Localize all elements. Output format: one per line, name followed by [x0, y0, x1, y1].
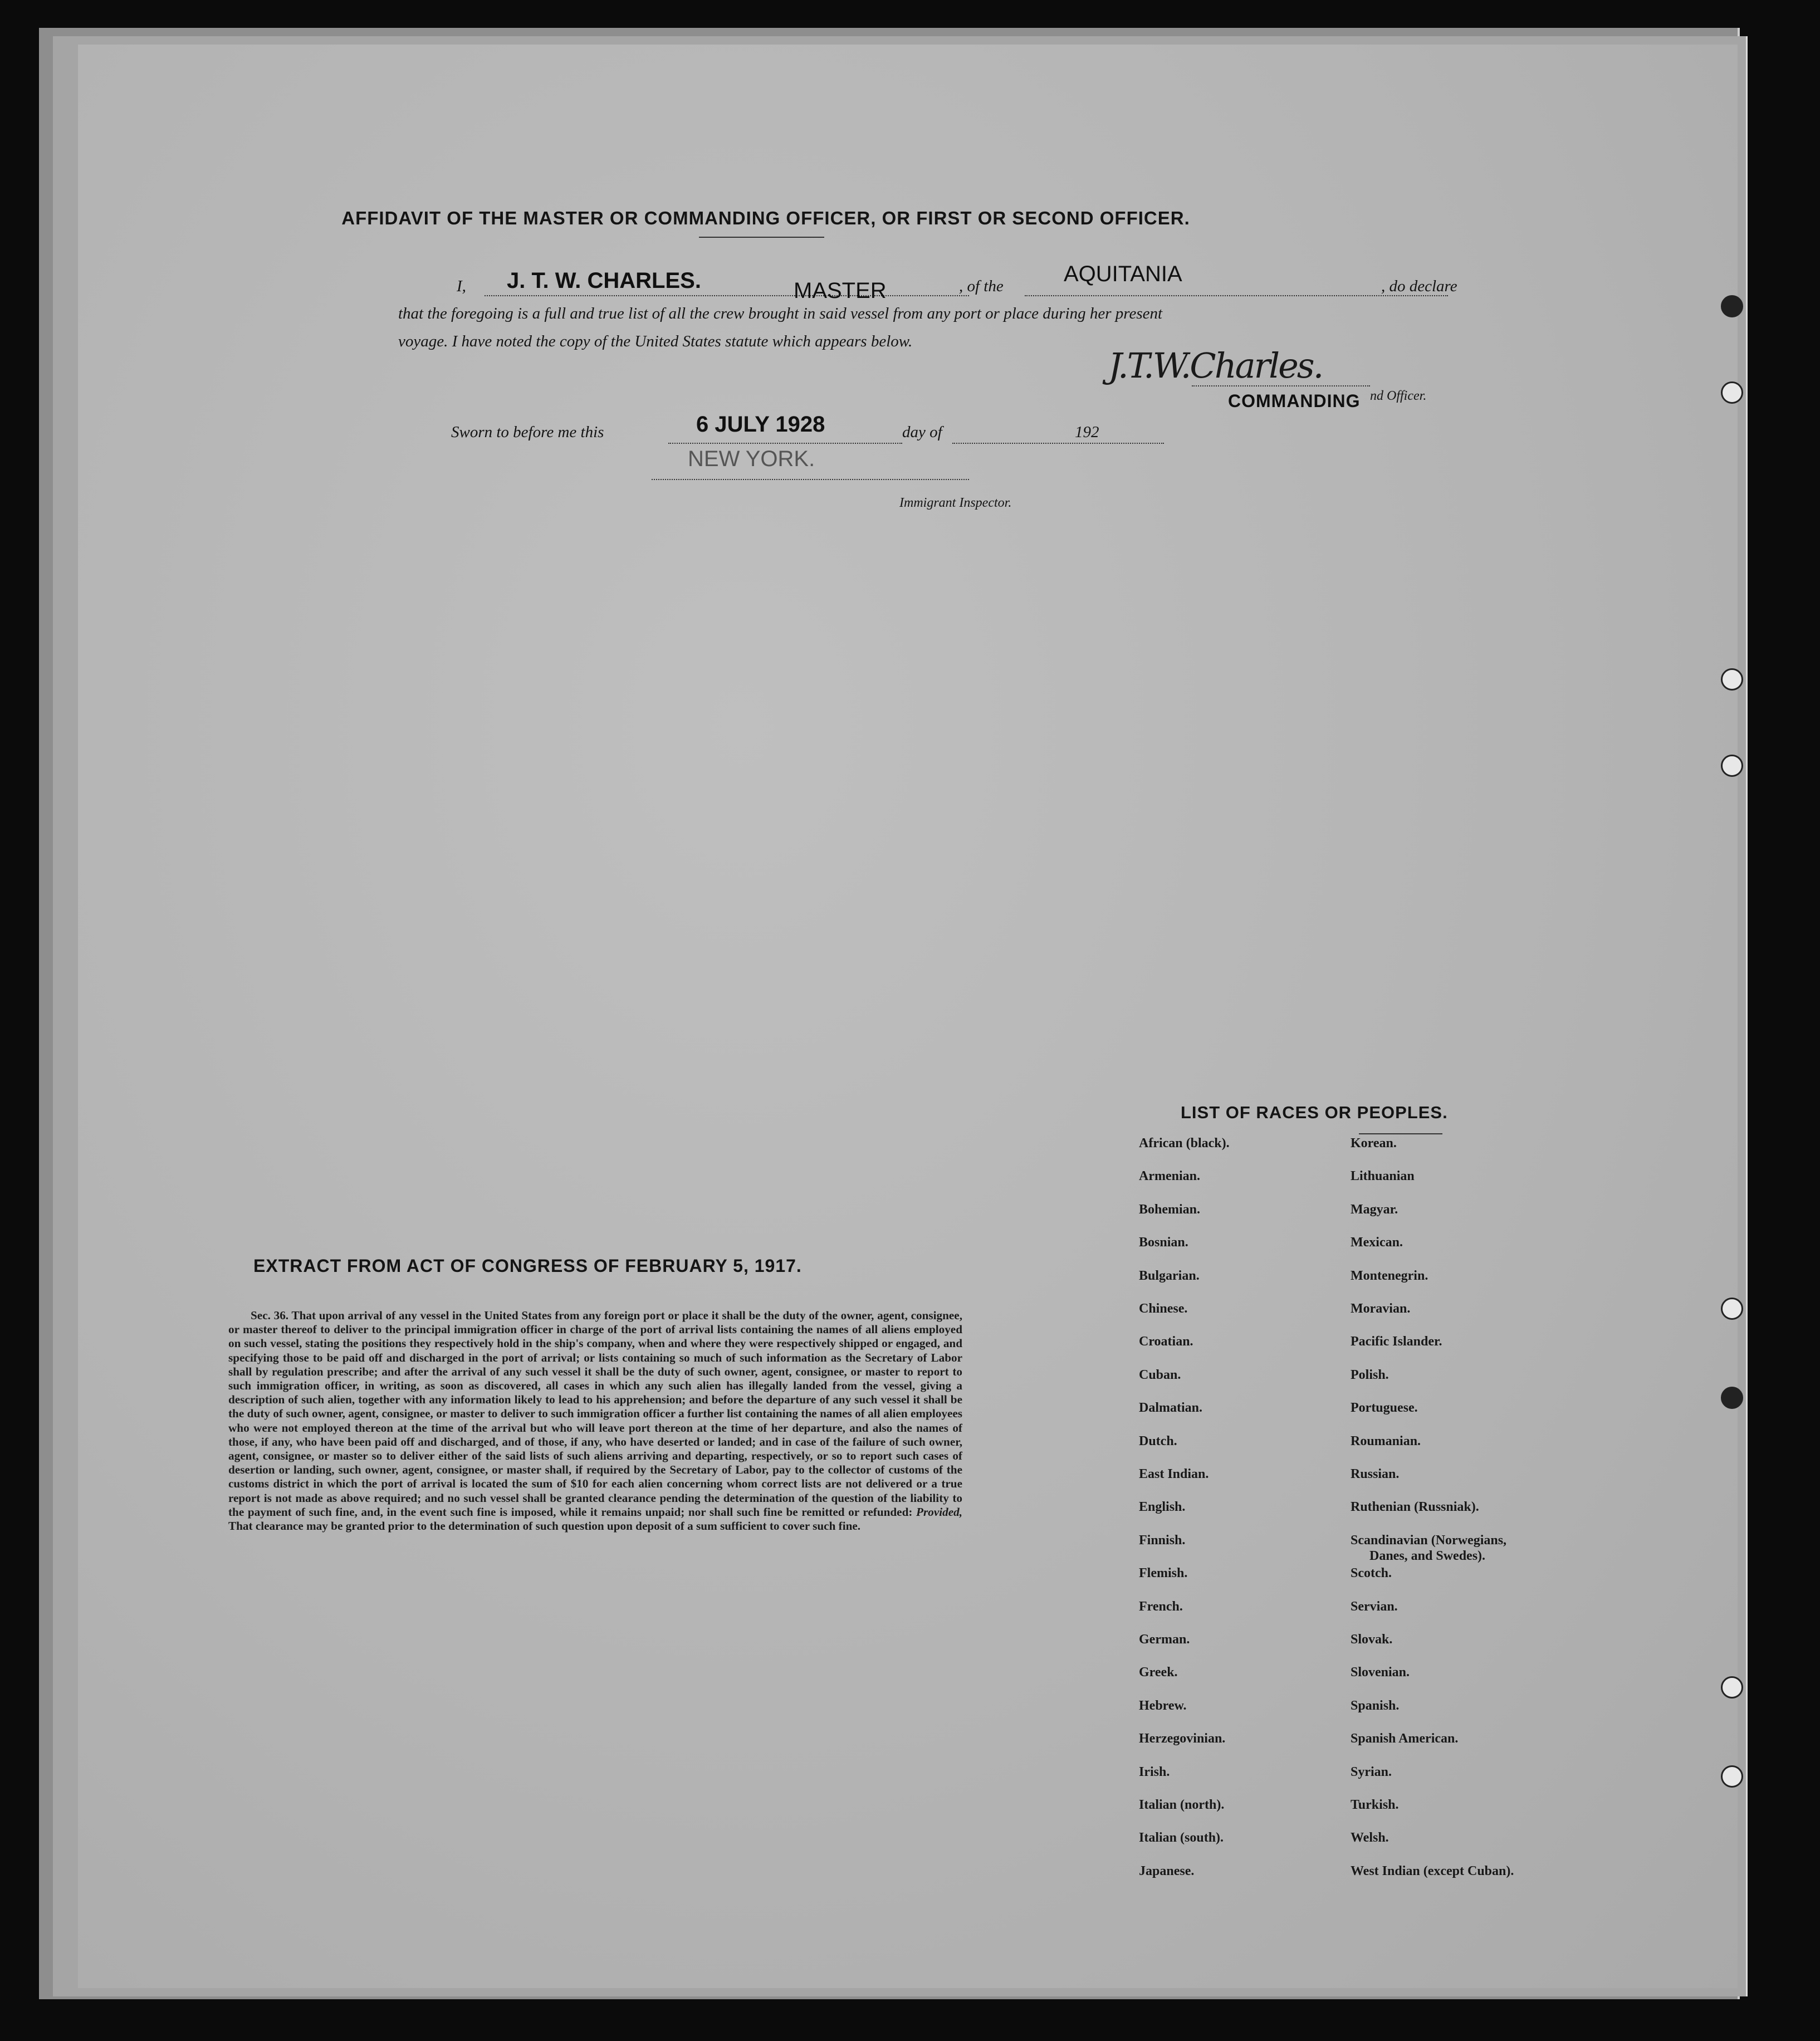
- race-item-right: Portuguese.: [1351, 1401, 1418, 1416]
- race-item-left: Flemish.: [1139, 1566, 1188, 1581]
- races-heading-underline: [1359, 1133, 1442, 1134]
- race-item-right: Moravian.: [1351, 1301, 1411, 1316]
- race-item-left: Bosnian.: [1139, 1235, 1188, 1250]
- race-item-left: Italian (south).: [1139, 1830, 1224, 1846]
- do-declare-text: , do declare: [1381, 277, 1457, 295]
- binder-hole: [1721, 1298, 1743, 1320]
- race-item-right: Ruthenian (Russniak).: [1351, 1500, 1479, 1515]
- affidavit-line-3: voyage. I have noted the copy of the United States statute which appears below.: [398, 332, 913, 350]
- race-item-left: Cuban.: [1139, 1367, 1181, 1382]
- provided-label: Provided,: [916, 1505, 962, 1519]
- extract-heading: EXTRACT FROM ACT OF CONGRESS OF FEBRUARY 5, 1917.: [253, 1256, 802, 1276]
- name-line: [485, 295, 969, 296]
- race-item-right: Welsh.: [1351, 1830, 1389, 1846]
- year-prefix: 192: [1075, 423, 1099, 441]
- race-item-left: Hebrew.: [1139, 1698, 1187, 1713]
- affidavit-i: I,: [457, 277, 466, 295]
- day-of-text: day of: [902, 423, 942, 441]
- race-item-right: West Indian (except Cuban).: [1351, 1863, 1514, 1878]
- race-item-left: English.: [1139, 1500, 1186, 1515]
- race-item-left: French.: [1139, 1599, 1183, 1614]
- race-item-right: Turkish.: [1351, 1798, 1399, 1812]
- race-item-right: Scandinavian (Norwegians,: [1351, 1533, 1507, 1548]
- extract-text: [228, 1309, 962, 1533]
- officer-suffix: nd Officer.: [1370, 389, 1427, 403]
- race-item-left: Bulgarian.: [1139, 1268, 1200, 1283]
- race-item-right: Spanish American.: [1351, 1731, 1459, 1746]
- race-item-right: Mexican.: [1351, 1235, 1403, 1250]
- date-line: [668, 443, 902, 444]
- of-the-text: , of the: [959, 277, 1004, 295]
- race-item-continuation: Danes, and Swedes).: [1369, 1548, 1486, 1563]
- race-item-right: Slovenian.: [1351, 1665, 1410, 1680]
- race-item-right: Spanish.: [1351, 1698, 1400, 1713]
- race-item-left: African (black).: [1139, 1136, 1230, 1151]
- master-signature: J.T.W.Charles.: [1108, 345, 1323, 386]
- binder-hole: [1721, 755, 1743, 777]
- race-item-left: Chinese.: [1139, 1301, 1188, 1316]
- race-item-right: Slovak.: [1351, 1632, 1393, 1647]
- section-label: Sec. 36.: [251, 1309, 289, 1322]
- races-heading: LIST OF RACES OR PEOPLES.: [1181, 1103, 1448, 1122]
- month-line: [952, 443, 1164, 444]
- binder-hole: [1721, 1765, 1743, 1788]
- heading-underline: [699, 237, 824, 238]
- race-item-left: Bohemian.: [1139, 1202, 1201, 1217]
- binder-hole: [1721, 381, 1743, 404]
- race-item-right: Russian.: [1351, 1467, 1400, 1481]
- signature-line: [1192, 385, 1370, 386]
- race-item-right: Scotch.: [1351, 1566, 1392, 1581]
- race-item-left: Greek.: [1139, 1665, 1178, 1680]
- binder-hole: [1721, 1676, 1743, 1699]
- rank-stamp: MASTER: [794, 278, 887, 303]
- race-item-right: Polish.: [1351, 1367, 1389, 1382]
- race-item-right: Magyar.: [1351, 1202, 1398, 1217]
- race-item-right: Lithuanian: [1351, 1169, 1415, 1184]
- sworn-prefix: Sworn to before me this: [451, 423, 604, 441]
- affidavit-line-2: that the foregoing is a full and true list of all the crew brought in said vessel from any port or place during her present: [398, 305, 1163, 322]
- race-item-left: Italian (north).: [1139, 1798, 1225, 1812]
- sworn-date-stamp: 6 JULY 1928: [696, 412, 825, 437]
- vessel-name: AQUITANIA: [1064, 262, 1182, 286]
- race-item-right: Montenegrin.: [1351, 1268, 1428, 1283]
- inspector-label: Immigrant Inspector.: [899, 496, 1012, 510]
- race-item-left: Croatian.: [1139, 1334, 1193, 1349]
- race-item-left: Armenian.: [1139, 1169, 1200, 1184]
- master-name: J. T. W. CHARLES.: [507, 268, 701, 293]
- place-stamp: NEW YORK.: [688, 447, 815, 471]
- binder-hole: [1721, 295, 1743, 317]
- race-item-left: Irish.: [1139, 1764, 1170, 1779]
- race-item-left: Dalmatian.: [1139, 1401, 1202, 1416]
- race-item-left: East Indian.: [1139, 1467, 1209, 1481]
- race-item-right: Korean.: [1351, 1136, 1397, 1151]
- document-page: [78, 45, 1738, 1988]
- race-item-left: Herzegovinian.: [1139, 1731, 1226, 1746]
- race-item-right: Servian.: [1351, 1599, 1398, 1614]
- race-item-right: Pacific Islander.: [1351, 1334, 1442, 1349]
- provided-text: That clearance may be granted prior to the determination of such question upon deposit of a sum sufficient to cover such fine.: [228, 1519, 861, 1533]
- race-item-left: Dutch.: [1139, 1433, 1177, 1448]
- race-item-left: Finnish.: [1139, 1533, 1186, 1548]
- binder-hole: [1721, 668, 1743, 691]
- affidavit-heading: AFFIDAVIT OF THE MASTER OR COMMANDING OFFICER, OR FIRST OR SECOND OFFICER.: [341, 208, 1190, 228]
- commanding-stamp: COMMANDING: [1228, 391, 1361, 411]
- race-item-left: German.: [1139, 1632, 1190, 1647]
- race-item-left: Japanese.: [1139, 1863, 1195, 1878]
- extract-body-text: That upon arrival of any vessel in the United States from any foreign port or place it shall be the duty of the owner, agent, consignee, or master thereof to deliver to the principal immigration officer in charge of the port of arrival lists containing the names of all aliens employed on such vessel, stating the positions they respectively hold in the ship's company, when and where they were respectively shipped or engaged, and specifying those to be paid off and discharged in the port of arrival; or lists containing so much of such information as the Secretary of Labor shall by regulation prescribe; and after the arrival of any such vessel it shall be the duty of such owner, agent, consignee, or master to report to such immigration officer, in writing, as soon as discovered, all cases in which any such alien has illegally landed from the vessel, giving a description of such alien, together with any information likely to lead to his apprehension; and before the departure of any such vessel it shall be the duty of such owner, agent, consignee, or master to deliver to such immigration officer a further list containing the names of all alien employees who were not employed thereon at the time of the arrival but who will leave port thereon at the time of her departure, and also the names of those, if any, who have been paid off and discharged, and of those, if any, who have deserted or landed; and in case of the failure of such owner, agent, consignee, or master so to deliver either of the said lists of such aliens arriving and departing, respectively, or so to report such cases of desertion or landing, such owner, agent, consignee, or master shall, if required by the Secretary of Labor, pay to the collector of customs of the customs district in which the port of arrival is located the sum of $10 for each alien concerning whom correct lists are not delivered or a true report is not made as above required; and no such vessel shall be granted clearance pending the determination of the question of the liability to the payment of such fine, and, in the event such fine is imposed, while it remains unpaid; nor shall such fine be remitted or refunded:: [228, 1309, 963, 1519]
- binder-hole: [1721, 1387, 1743, 1409]
- race-item-right: Roumanian.: [1351, 1433, 1421, 1448]
- inspector-signature-line: [652, 479, 969, 480]
- race-item-right: Syrian.: [1351, 1764, 1392, 1779]
